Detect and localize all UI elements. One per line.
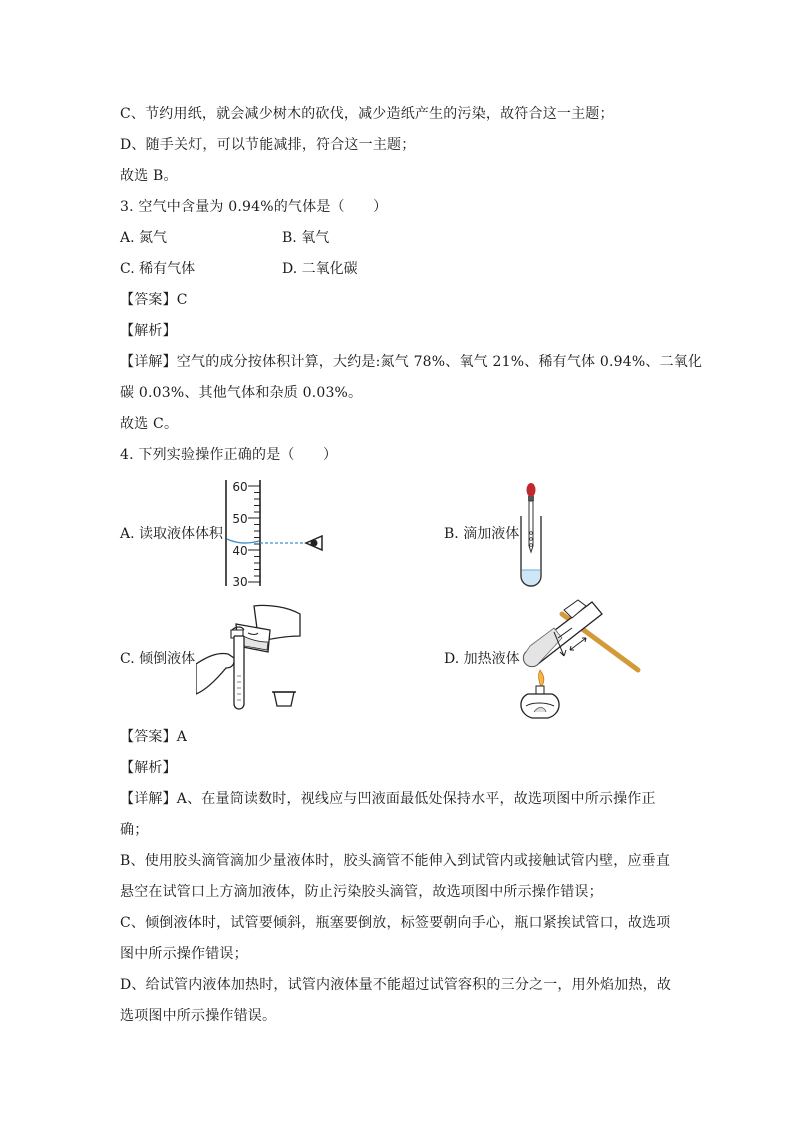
- choose-b-conclusion: 故选 B。: [120, 168, 178, 184]
- option-d-explanation-prev: D、随手关灯，可以节能减排，符合这一主题；: [120, 137, 416, 153]
- cylinder-tick-40: 40: [232, 544, 248, 558]
- q3-option-b: B. 氧气: [282, 230, 330, 246]
- question-3-stem: 3. 空气中含量为 0.94%的气体是（ ）: [120, 199, 388, 215]
- q4-detail-c-line-2: 图中所示操作错误；: [120, 946, 248, 962]
- heating-liquid-figure: [518, 598, 644, 722]
- q4-detail-d-line-1: D、给试管内液体加热时，试管内液体量不能超过试管容积的三分之一，用外焰加热，故: [120, 977, 672, 993]
- q3-option-c: C. 稀有气体: [120, 261, 196, 277]
- q3-option-d: D. 二氧化碳: [282, 261, 358, 277]
- q3-option-a: A. 氮气: [120, 230, 168, 246]
- q3-analysis-heading: 【解析】: [120, 323, 177, 339]
- q4-detail-b-line-2: 悬空在试管口上方滴加液体，防止污染胶头滴管，故选项图中所示操作错误；: [120, 884, 603, 900]
- q4-option-a-label: A. 读取液体体积: [120, 526, 224, 542]
- cylinder-tick-50: 50: [232, 512, 248, 526]
- q3-detail-line-1: 【详解】空气的成分按体积计算，大约是:氮气 78%、氧气 21%、稀有气体 0.94%、二氧化: [120, 354, 703, 370]
- q4-option-d-label: D. 加热液体: [444, 651, 520, 667]
- q3-answer: 【答案】C: [120, 292, 188, 308]
- q4-option-b-label: B. 滴加液体: [444, 526, 520, 542]
- q4-analysis-heading: 【解析】: [120, 760, 177, 776]
- q3-detail-line-2: 碳 0.03%、其他气体和杂质 0.03%。: [120, 385, 363, 401]
- option-c-explanation-prev: C、节约用纸，就会减少树木的砍伐，减少造纸产生的污染，故符合这一主题；: [120, 106, 614, 122]
- q4-detail-c-line-1: C、倾倒液体时，试管要倾斜，瓶塞要倒放，标签要朝向手心，瓶口紧挨试管口，故选项: [120, 915, 671, 931]
- cylinder-tick-30: 30: [232, 575, 248, 588]
- q4-option-c-label: C. 倾倒液体: [120, 651, 196, 667]
- q4-detail-d-line-2: 选项图中所示操作错误。: [120, 1008, 277, 1024]
- question-4-stem: 4. 下列实验操作正确的是（ ）: [120, 447, 338, 463]
- dropper-test-tube-figure: [512, 480, 552, 588]
- q4-detail-b-line-1: B、使用胶头滴管滴加少量液体时，胶头滴管不能伸入到试管内或接触试管内壁，应垂直: [120, 853, 671, 869]
- q4-answer: 【答案】A: [120, 729, 188, 745]
- pouring-liquid-figure: [196, 602, 308, 716]
- eye-icon: [306, 536, 322, 550]
- cylinder-tick-60: 60: [232, 480, 248, 494]
- q4-detail-a-line-2: 确；: [120, 822, 149, 838]
- q3-choose-conclusion: 故选 C。: [120, 416, 179, 432]
- graduated-cylinder-figure: [218, 476, 333, 588]
- q4-detail-a-line-1: 【详解】A、在量筒读数时，视线应与凹液面最低处保持水平，故选项图中所示操作正: [120, 791, 656, 807]
